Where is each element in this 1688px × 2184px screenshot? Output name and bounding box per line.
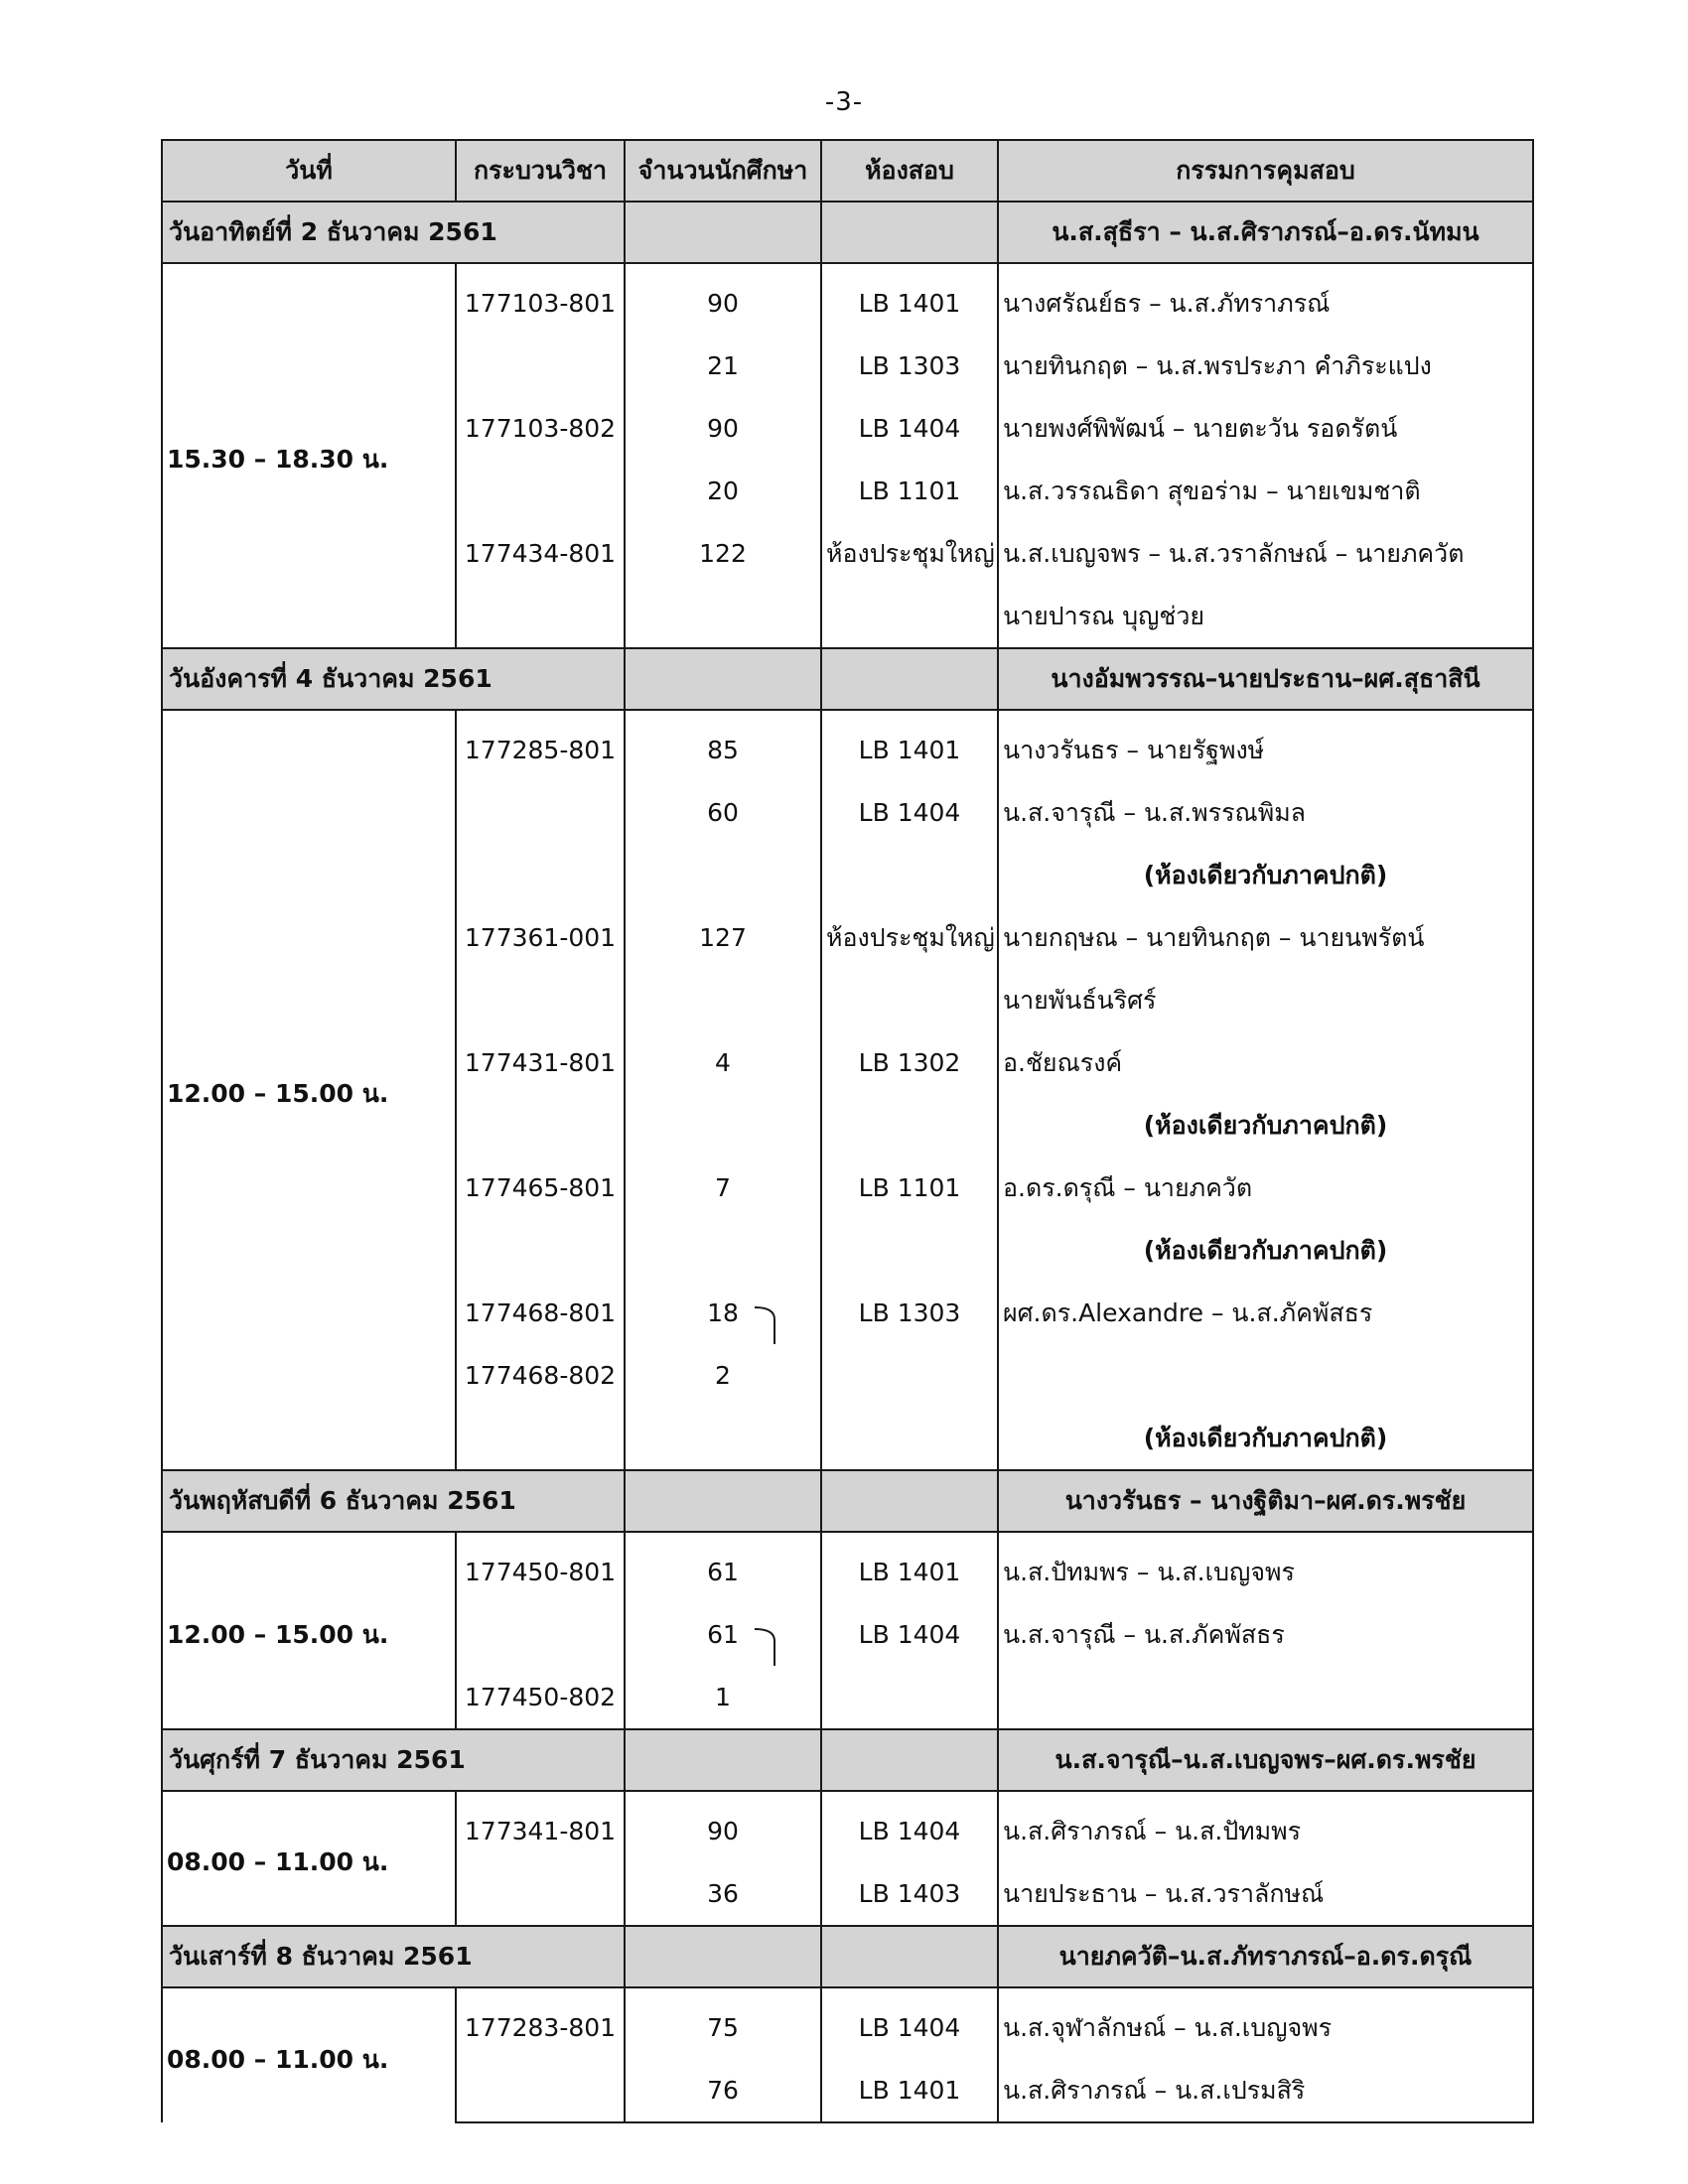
- proctors: น.ส.ปัทมพร – น.ส.เบญจพร: [998, 1532, 1533, 1603]
- header-date: วันที่: [162, 140, 456, 202]
- exam-room: [821, 585, 998, 648]
- exam-room: LB 1404: [821, 1987, 998, 2059]
- student-count: [625, 1791, 821, 1862]
- student-count: [625, 1862, 821, 1926]
- day-empty-cell: [821, 202, 998, 263]
- student-count: [625, 710, 821, 781]
- student-count: [625, 1094, 821, 1157]
- student-count: [625, 1031, 821, 1094]
- exam-room: LB 1101: [821, 1157, 998, 1219]
- exam-room: [821, 969, 998, 1031]
- day-header-row: [162, 1926, 1533, 1987]
- exam-room: LB 1302: [821, 1031, 998, 1094]
- exam-room: [821, 1094, 998, 1157]
- table-row: [162, 1987, 1533, 2059]
- student-count-value: 2: [715, 1361, 731, 1390]
- student-count: [625, 2059, 821, 2122]
- proctors: นายพันธ์นริศร์: [998, 969, 1533, 1031]
- day-supervisors: นางวรันธร – นางฐิติมา–ผศ.ดร.พรชัย: [998, 1470, 1533, 1532]
- course-code: [456, 844, 625, 906]
- proctors: อ.ชัยณรงค์: [998, 1031, 1533, 1094]
- course-code: 177431-801: [456, 1031, 625, 1094]
- exam-room: LB 1401: [821, 2059, 998, 2122]
- exam-room: [821, 1407, 998, 1470]
- exam-room: LB 1401: [821, 1532, 998, 1603]
- header-course: กระบวนวิชา: [456, 140, 625, 202]
- exam-room: LB 1401: [821, 263, 998, 335]
- day-empty-cell: [821, 1926, 998, 1987]
- day-label: วันพฤหัสบดีที่ 6 ธันวาคม 2561: [162, 1470, 625, 1532]
- student-count-value: 20: [707, 477, 739, 505]
- student-count: [625, 585, 821, 648]
- exam-room: ห้องประชุมใหญ่: [821, 906, 998, 969]
- course-code: [456, 585, 625, 648]
- course-code: 177103-801: [456, 263, 625, 335]
- student-count: [625, 906, 821, 969]
- student-count: [625, 522, 821, 585]
- day-label: วันอาทิตย์ที่ 2 ธันวาคม 2561: [162, 202, 625, 263]
- exam-schedule-table: [161, 139, 1534, 2123]
- proctors: [998, 1344, 1533, 1407]
- day-empty-cell: [625, 202, 821, 263]
- student-count-value: 61: [707, 1558, 739, 1586]
- student-count-value: 36: [707, 1879, 739, 1908]
- exam-room: [821, 1666, 998, 1729]
- day-empty-cell: [821, 1470, 998, 1532]
- course-code: [456, 1407, 625, 1470]
- exam-room: LB 1403: [821, 1862, 998, 1926]
- table-row: [162, 263, 1533, 335]
- course-code: 177450-802: [456, 1666, 625, 1729]
- student-count-value: 4: [715, 1048, 731, 1077]
- day-header-row: [162, 1729, 1533, 1791]
- day-header-row: [162, 202, 1533, 263]
- proctors: น.ส.ศิราภรณ์ – น.ส.ปัทมพร: [998, 1791, 1533, 1862]
- student-count: [625, 335, 821, 397]
- day-supervisors: น.ส.สุธีรา – น.ส.ศิราภรณ์–อ.ดร.นัทมน: [998, 202, 1533, 263]
- course-code: 177468-801: [456, 1282, 625, 1344]
- course-code: 177434-801: [456, 522, 625, 585]
- exam-room: ห้องประชุมใหญ่: [821, 522, 998, 585]
- exam-room: LB 1404: [821, 1791, 998, 1862]
- student-count: [625, 1603, 821, 1666]
- proctors: นายทินกฤต – น.ส.พรประภา คำภิระแปง: [998, 335, 1533, 397]
- course-code: [456, 2059, 625, 2122]
- schedule-body: [162, 202, 1533, 2122]
- course-code: [456, 969, 625, 1031]
- day-label: วันเสาร์ที่ 8 ธันวาคม 2561: [162, 1926, 625, 1987]
- day-supervisors: นางอัมพวรรณ–นายประธาน–ผศ.สุธาสินี: [998, 648, 1533, 710]
- student-count-value: 90: [707, 1817, 739, 1845]
- exam-room: LB 1404: [821, 397, 998, 460]
- exam-time: 12.00 – 15.00 น.: [162, 710, 456, 1470]
- course-code: 177285-801: [456, 710, 625, 781]
- proctors: [998, 1666, 1533, 1729]
- proctors: นายพงศ์พิพัฒน์ – นายตะวัน รอดรัตน์: [998, 397, 1533, 460]
- course-code: 177465-801: [456, 1157, 625, 1219]
- header-room: ห้องสอบ: [821, 140, 998, 202]
- table-header-row: [162, 140, 1533, 202]
- exam-room: LB 1404: [821, 781, 998, 844]
- exam-room: [821, 844, 998, 906]
- exam-room: LB 1404: [821, 1603, 998, 1666]
- exam-room: LB 1303: [821, 335, 998, 397]
- student-count: [625, 844, 821, 906]
- day-empty-cell: [625, 1470, 821, 1532]
- day-label: วันอังคารที่ 4 ธันวาคม 2561: [162, 648, 625, 710]
- proctors: นางวรันธร – นายรัฐพงษ์: [998, 710, 1533, 781]
- student-count: [625, 1157, 821, 1219]
- course-code: [456, 460, 625, 522]
- exam-room: LB 1401: [821, 710, 998, 781]
- exam-room: LB 1303: [821, 1282, 998, 1344]
- table-row: [162, 710, 1533, 781]
- proctors: น.ส.เบญจพร – น.ส.วราลักษณ์ – นายภควัต: [998, 522, 1533, 585]
- course-code: [456, 1603, 625, 1666]
- proctors: น.ส.ศิราภรณ์ – น.ส.เปรมสิริ: [998, 2059, 1533, 2122]
- student-count-value: 75: [707, 2013, 739, 2042]
- proctors: น.ส.จารุณี – น.ส.ภัคพัสธร: [998, 1603, 1533, 1666]
- student-count: [625, 1987, 821, 2059]
- exam-room: LB 1101: [821, 460, 998, 522]
- proctors: อ.ดร.ดรุณี – นายภควัต: [998, 1157, 1533, 1219]
- day-header-row: [162, 648, 1533, 710]
- day-header-row: [162, 1470, 1533, 1532]
- student-count-value: 85: [707, 736, 739, 764]
- same-room-note: (ห้องเดียวกับภาคปกติ): [998, 1094, 1533, 1157]
- day-empty-cell: [625, 1926, 821, 1987]
- student-count: [625, 263, 821, 335]
- student-count: [625, 460, 821, 522]
- same-room-note: (ห้องเดียวกับภาคปกติ): [998, 1219, 1533, 1282]
- proctors: นายประธาน – น.ส.วราลักษณ์: [998, 1862, 1533, 1926]
- student-count: [625, 1344, 821, 1407]
- student-count-value: 122: [699, 539, 747, 568]
- student-count-value: 90: [707, 289, 739, 318]
- student-count-value: 90: [707, 414, 739, 443]
- proctors: นายกฤษณ – นายทินกฤต – นายนพรัตน์: [998, 906, 1533, 969]
- curly-brace-icon: [753, 1621, 812, 1666]
- exam-schedule: [161, 139, 1532, 2123]
- course-code: 177283-801: [456, 1987, 625, 2059]
- course-code: 177341-801: [456, 1791, 625, 1862]
- student-count-value: 127: [699, 923, 747, 952]
- same-room-note: (ห้องเดียวกับภาคปกติ): [998, 844, 1533, 906]
- table-row: [162, 1532, 1533, 1603]
- exam-time: 08.00 – 11.00 น.: [162, 1987, 456, 2122]
- proctors: น.ส.จุฬาลักษณ์ – น.ส.เบญจพร: [998, 1987, 1533, 2059]
- student-count: [625, 397, 821, 460]
- proctors: น.ส.วรรณธิดา สุขอร่าม – นายเขมชาติ: [998, 460, 1533, 522]
- student-count: [625, 1666, 821, 1729]
- exam-time: 15.30 – 18.30 น.: [162, 263, 456, 648]
- header-count: จำนวนนักศึกษา: [625, 140, 821, 202]
- day-empty-cell: [821, 648, 998, 710]
- course-code: [456, 335, 625, 397]
- proctors: นายปารณ บุญช่วย: [998, 585, 1533, 648]
- course-code: [456, 1862, 625, 1926]
- day-empty-cell: [821, 1729, 998, 1791]
- course-code: 177103-802: [456, 397, 625, 460]
- course-code: [456, 781, 625, 844]
- course-code: 177468-802: [456, 1344, 625, 1407]
- student-count-value: 60: [707, 798, 739, 827]
- exam-time: 08.00 – 11.00 น.: [162, 1791, 456, 1926]
- header-staff: กรรมการคุมสอบ: [998, 140, 1533, 202]
- course-code: [456, 1219, 625, 1282]
- student-count: [625, 1282, 821, 1344]
- student-count: [625, 1532, 821, 1603]
- student-count: [625, 781, 821, 844]
- student-count: [625, 1407, 821, 1470]
- student-count-value: 21: [707, 351, 739, 380]
- course-code: 177361-001: [456, 906, 625, 969]
- proctors: นางศรัณย์ธร – น.ส.ภัทราภรณ์: [998, 263, 1533, 335]
- student-count: [625, 969, 821, 1031]
- course-code: 177450-801: [456, 1532, 625, 1603]
- student-count-value: 61: [707, 1620, 739, 1649]
- student-count-value: 76: [707, 2076, 739, 2105]
- day-empty-cell: [625, 1729, 821, 1791]
- course-code: [456, 1094, 625, 1157]
- proctors: น.ส.จารุณี – น.ส.พรรณพิมล: [998, 781, 1533, 844]
- day-empty-cell: [625, 648, 821, 710]
- exam-room: [821, 1344, 998, 1407]
- page-number: -3-: [824, 87, 864, 117]
- student-count-value: 1: [715, 1683, 731, 1711]
- day-supervisors: นายภควัติ–น.ส.ภัทราภรณ์–อ.ดร.ดรุณี: [998, 1926, 1533, 1987]
- curly-brace-icon: [753, 1299, 812, 1344]
- table-row: [162, 1791, 1533, 1862]
- proctors: ผศ.ดร.Alexandre – น.ส.ภัคพัสธร: [998, 1282, 1533, 1344]
- same-room-note: (ห้องเดียวกับภาคปกติ): [998, 1407, 1533, 1470]
- day-supervisors: น.ส.จารุณี–น.ส.เบญจพร–ผศ.ดร.พรชัย: [998, 1729, 1533, 1791]
- student-count-value: 7: [715, 1173, 731, 1202]
- exam-time: 12.00 – 15.00 น.: [162, 1532, 456, 1729]
- student-count-value: 18: [707, 1298, 739, 1327]
- exam-room: [821, 1219, 998, 1282]
- student-count: [625, 1219, 821, 1282]
- day-label: วันศุกร์ที่ 7 ธันวาคม 2561: [162, 1729, 625, 1791]
